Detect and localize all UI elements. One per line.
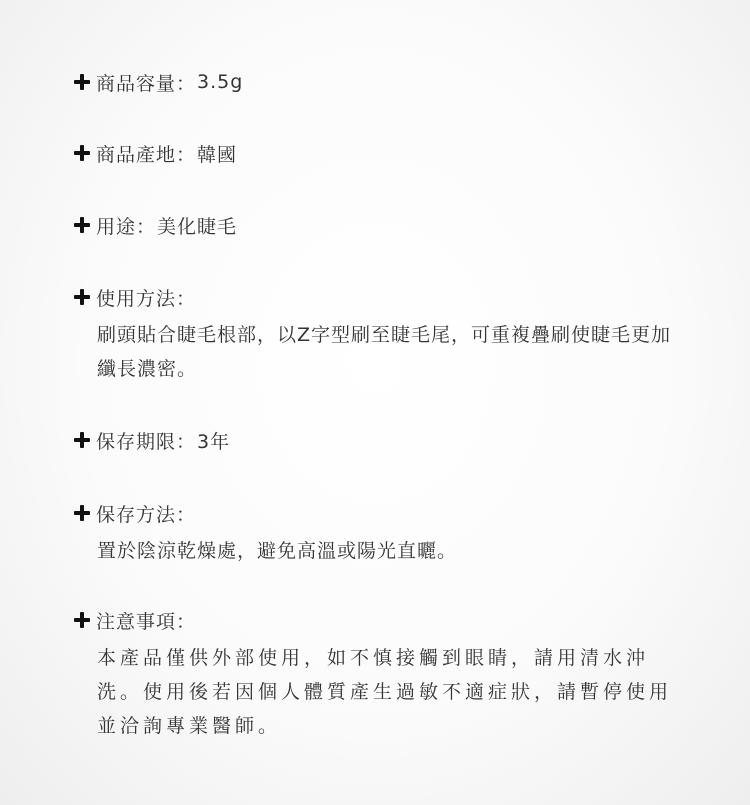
section-heading xyxy=(72,607,692,633)
storage-label: 保存方法 ： xyxy=(96,500,195,527)
plus-icon xyxy=(72,215,92,235)
shelf-life-label: 保存期限 ： xyxy=(96,427,195,454)
spec-value: 3.5g xyxy=(197,71,244,93)
plus-icon xyxy=(72,503,92,523)
plus-icon xyxy=(72,72,92,92)
storage-section xyxy=(72,500,692,568)
spec-label: 用途 ： xyxy=(96,212,155,239)
plus-icon xyxy=(72,143,92,163)
plus-icon xyxy=(72,430,92,450)
spec-label: 商品產地 ： xyxy=(96,140,195,167)
shelf-life-value: 3年 xyxy=(197,430,231,453)
notes-text: 本產品僅供外部使用，如不慎接觸到眼睛，請用清水沖洗。使用後若因個人體質產生過敏不適症狀，請暫停使用並洽詢專業醫師。 xyxy=(97,647,673,737)
spec-origin xyxy=(72,140,692,166)
usage-text: 刷頭貼合睫毛根部，以Z字型刷至睫毛尾，可重複疊刷使睫毛更加纖長濃密。 xyxy=(97,324,672,380)
section-heading xyxy=(72,500,692,526)
notes-section xyxy=(72,607,692,743)
spec-value: 美化睫毛 xyxy=(157,215,238,238)
spec-label: 商品容量 ： xyxy=(96,69,195,96)
spec-purpose xyxy=(72,212,692,238)
storage-text: 置於陰涼乾燥處，避免高溫或陽光直曬。 xyxy=(97,540,458,562)
shelf-life-section xyxy=(72,427,692,453)
plus-icon xyxy=(72,287,92,307)
spec-row xyxy=(72,69,692,95)
spec-value: 韓國 xyxy=(197,143,238,166)
section-heading xyxy=(72,284,692,310)
plus-icon xyxy=(72,610,92,630)
spec-row xyxy=(72,140,692,166)
usage-section xyxy=(72,284,692,386)
usage-label: 使用方法 ： xyxy=(96,284,195,311)
notes-label: 注意事項 ： xyxy=(96,607,195,634)
spec-row xyxy=(72,212,692,238)
spec-capacity xyxy=(72,69,692,95)
spec-row xyxy=(72,427,692,453)
